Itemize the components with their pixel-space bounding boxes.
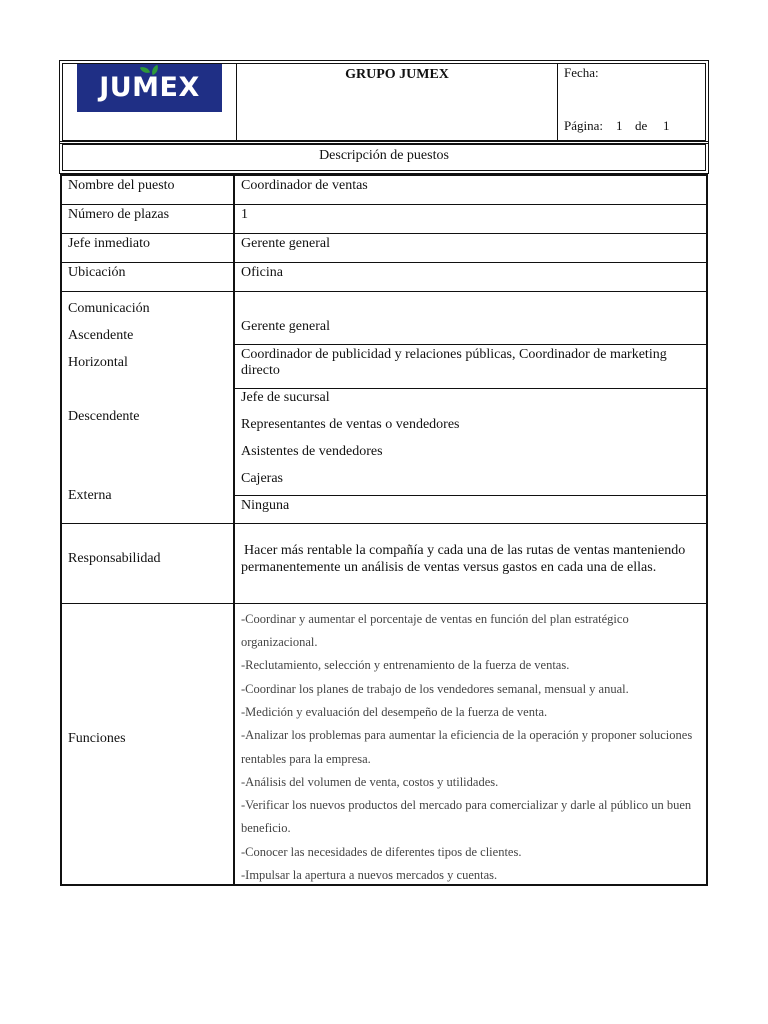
descendente-value: Jefe de sucursal bbox=[241, 390, 330, 405]
funcion-line: rentables para la empresa. bbox=[241, 752, 371, 766]
externa-label: Externa bbox=[68, 488, 112, 503]
funcion-line: organizacional. bbox=[241, 635, 318, 649]
funciones-label: Funciones bbox=[68, 731, 126, 746]
puesto-value: Coordinador de ventas bbox=[241, 178, 368, 193]
page-total: 1 bbox=[663, 118, 670, 133]
funcion-line: -Análisis del volumen de venta, costos y utilidades. bbox=[241, 775, 499, 789]
row-separator bbox=[61, 523, 707, 524]
comunicacion-label: Comunicación bbox=[68, 301, 150, 316]
row-separator bbox=[61, 204, 707, 205]
horizontal-value-line1: Coordinador de publicidad y relaciones públicas, Coordinador de marketing bbox=[241, 347, 667, 362]
sub-separator bbox=[235, 344, 707, 345]
main-column-divider bbox=[233, 175, 235, 885]
row-separator bbox=[61, 603, 707, 604]
date-label: Fecha: bbox=[564, 65, 599, 80]
horizontal-value-line2: directo bbox=[241, 363, 280, 378]
funcion-line: -Coordinar y aumentar el porcentaje de ventas en función del plan estratégico bbox=[241, 612, 629, 626]
descendente-label: Descendente bbox=[68, 409, 140, 424]
sub-separator bbox=[235, 495, 707, 496]
descendente-value: Asistentes de vendedores bbox=[241, 444, 383, 459]
responsabilidad-label: Responsabilidad bbox=[68, 551, 161, 566]
funcion-line: -Analizar los problemas para aumentar la eficiencia de la operación y proponer soluciones bbox=[241, 728, 693, 742]
ubicacion-label: Ubicación bbox=[68, 265, 126, 280]
funcion-line: -Impulsar la apertura a nuevos mercados y cuentas. bbox=[241, 868, 498, 882]
ubicacion-value: Oficina bbox=[241, 265, 283, 280]
row-separator bbox=[61, 233, 707, 234]
funcion-line: -Verificar los nuevos productos del mercado para comercializar y darle al público un buen bbox=[241, 798, 692, 812]
puesto-label: Nombre del puesto bbox=[68, 178, 175, 193]
logo-text: JUMEX bbox=[99, 72, 200, 103]
ascendente-value: Gerente general bbox=[241, 319, 330, 334]
jefe-value: Gerente general bbox=[241, 236, 330, 251]
row-separator bbox=[61, 291, 707, 292]
funcion-line: -Reclutamiento, selección y entrenamiento de la fuerza de ventas. bbox=[241, 658, 570, 672]
funcion-line: -Conocer las necesidades de diferentes tipos de clientes. bbox=[241, 845, 522, 859]
ascendente-label: Ascendente bbox=[68, 328, 134, 343]
descendente-value: Representantes de ventas o vendedores bbox=[241, 417, 460, 432]
row-separator bbox=[61, 262, 707, 263]
horizontal-label: Horizontal bbox=[68, 355, 128, 370]
section-title: Descripción de puestos bbox=[319, 148, 449, 163]
plazas-label: Número de plazas bbox=[68, 207, 170, 222]
page-of: de bbox=[635, 118, 648, 133]
funcion-line: beneficio. bbox=[241, 821, 291, 835]
responsabilidad-line2: permanentemente un análisis de ventas versus gastos en cada una de ellas. bbox=[241, 560, 657, 575]
funcion-line: -Coordinar los planes de trabajo de los vendedores semanal, mensual y anual. bbox=[241, 682, 629, 696]
page-label: Página: bbox=[564, 118, 603, 133]
plazas-value: 1 bbox=[241, 207, 248, 222]
funcion-line: -Medición y evaluación del desempeño de la fuerza de venta. bbox=[241, 705, 548, 719]
descendente-value: Cajeras bbox=[241, 471, 283, 486]
responsabilidad-line1: Hacer más rentable la compañía y cada una de las rutas de ventas manteniendo bbox=[244, 543, 686, 558]
jefe-label: Jefe inmediato bbox=[68, 236, 151, 251]
company-name: GRUPO JUMEX bbox=[345, 67, 449, 82]
externa-value: Ninguna bbox=[241, 498, 290, 513]
jumex-logo bbox=[77, 64, 222, 112]
header-divider-2 bbox=[557, 63, 558, 141]
page-current: 1 bbox=[616, 118, 623, 133]
